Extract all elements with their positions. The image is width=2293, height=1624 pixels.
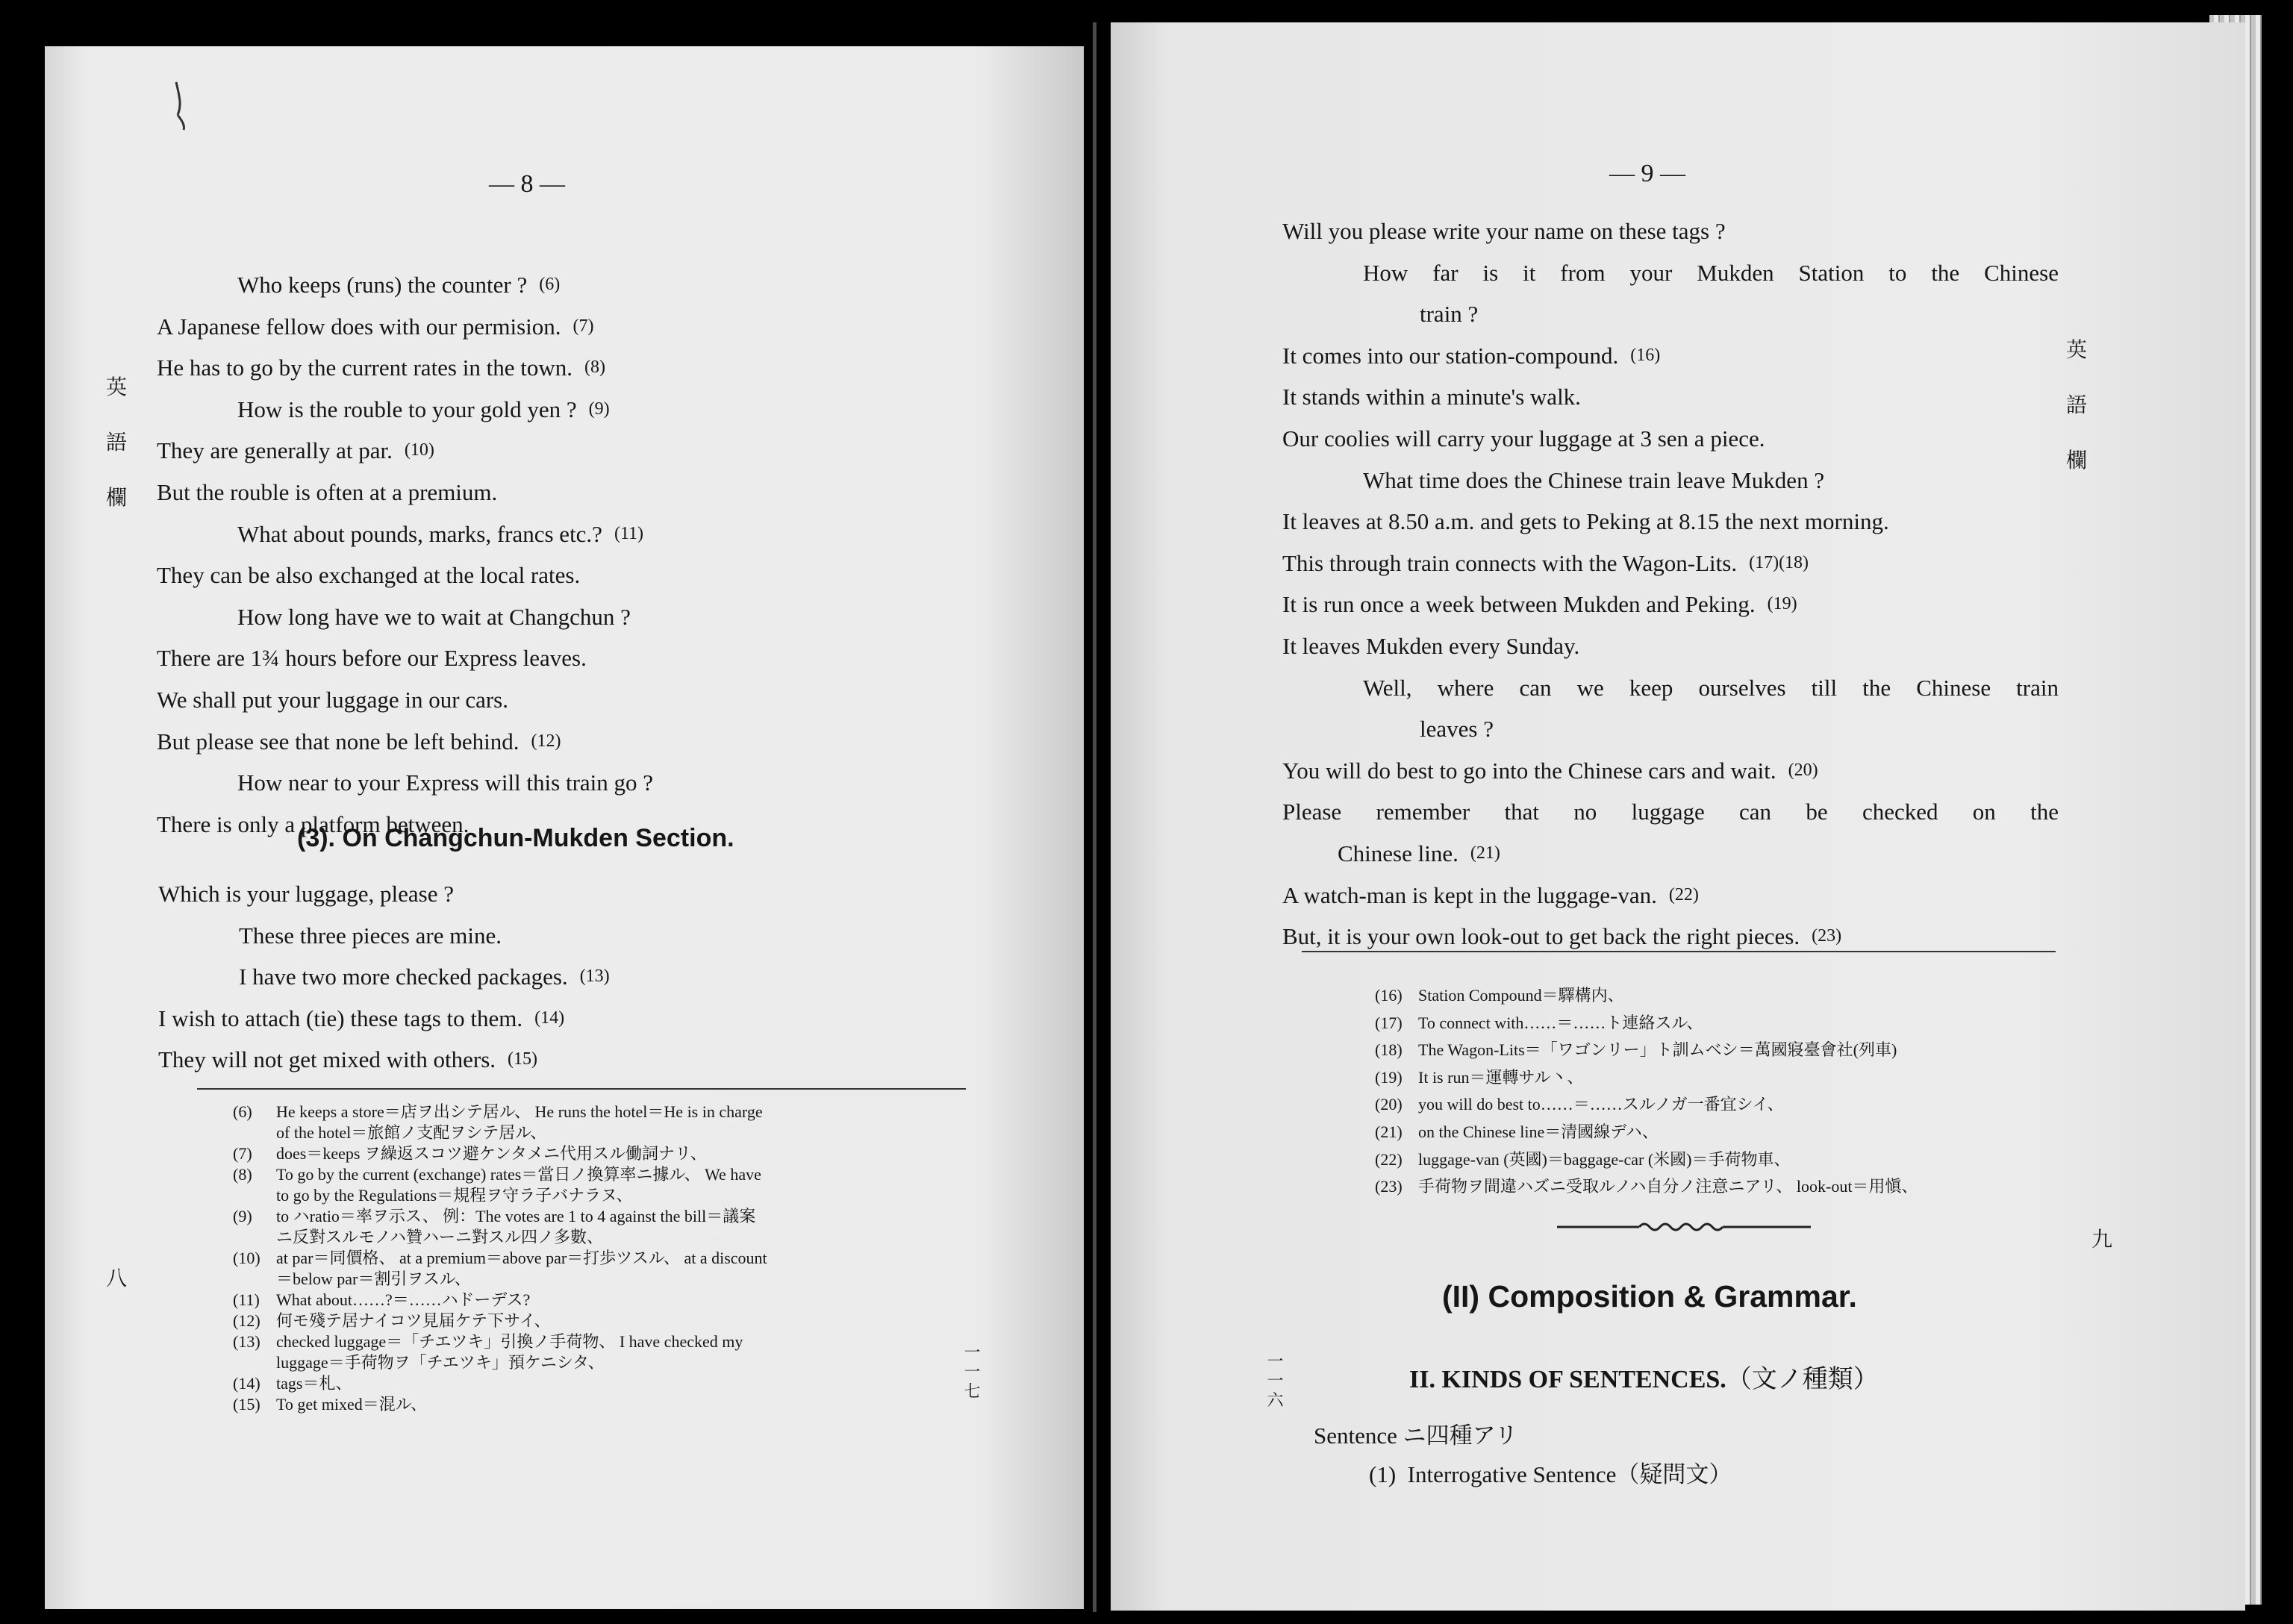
dialogue-line: How is the rouble to your gold yen ? (9): [237, 396, 610, 422]
dialogue-line: Please remember that no luggage can be checked on the: [1282, 799, 2059, 825]
dialogue-line: But please see that none be left behind. (12): [157, 728, 561, 755]
dialogue-line: There is only a platform between.: [157, 811, 469, 837]
footnote: (18) The Wagon-Lits＝「ワゴンリー」ト訓ムベシ＝萬國寢臺會社(列車): [1375, 1040, 1897, 1060]
footnote-continuation: ニ反對スルモノハ贊ハーニ對スル四ノ多數、: [276, 1228, 604, 1246]
footnote-divider: [1302, 951, 2056, 952]
side-label-char: 英: [2065, 337, 2087, 362]
dialogue-line: I wish to attach (tie) these tags to them. (14): [158, 1005, 565, 1031]
dialogue-block: [157, 264, 903, 845]
side-label-char: 欄: [2065, 448, 2087, 472]
section-title: (3). On Changchun-Mukden Section.: [297, 824, 734, 852]
dialogue-line: How far is it from your Mukden Station to the Chinese: [1363, 259, 2059, 286]
footnote: (21) on the Chinese line＝清國線デハ、: [1375, 1122, 1659, 1141]
footnote-continuation: of the hotel＝旅館ノ支配ヲシテ居ル、: [276, 1123, 547, 1142]
grammar-list-item: (1) Interrogative Sentence（疑問文）: [1369, 1461, 1732, 1487]
footnote: (22) luggage-van (英國)＝baggage-car (米國)＝手荷物車、: [1375, 1149, 1791, 1169]
margin-page-number: 一一七: [962, 1343, 981, 1402]
dialogue-line: We shall put your luggage in our cars.: [157, 686, 508, 713]
dialogue-line: You will do best to go into the Chinese cars and wait. (20): [1282, 757, 1818, 784]
grammar-line: Sentence ニ四種アリ: [1314, 1422, 1518, 1449]
footnote-divider: [197, 1088, 966, 1090]
dialogue-line: Which is your luggage, please ?: [158, 881, 454, 907]
footnote: (20) you will do best to……＝……スルノガ一番宜シイ、: [1375, 1095, 1784, 1114]
dialogue-line: It stands within a minute's walk.: [1282, 384, 1581, 410]
side-label: [102, 360, 131, 525]
footnote: (7) does＝keeps ヲ繰返スコツ避ケンタメニ代用スル働詞ナリ、: [233, 1144, 707, 1163]
dialogue-line: It is run once a week between Mukden and Peking. (19): [1282, 591, 1797, 618]
footnote: (16) Station Compound＝驛構内、: [1375, 986, 1624, 1005]
footnote: (13) checked luggage＝「チエツキ」引換ノ手荷物、 I have checked my: [233, 1332, 743, 1351]
side-label-char: 語: [105, 430, 127, 455]
footnote: (23) 手荷物ヲ間違ハズニ受取ルノハ自分ノ注意ニアリ、 look-out＝用愼、: [1375, 1177, 1918, 1196]
wavy-divider: [1557, 1219, 1811, 1234]
page-number: — 9 —: [1609, 160, 1685, 187]
dialogue-line: How near to your Express will this train go ?: [237, 769, 654, 796]
dialogue-line: Who keeps (runs) the counter ? (6): [237, 272, 561, 298]
footnote: (8) To go by the current (exchange) rates＝當日ノ換算率ニ據ル、 We have: [233, 1165, 761, 1184]
footnote: (17) To connect with……＝……ト連絡スル、: [1375, 1013, 1703, 1032]
side-label: [2062, 322, 2091, 488]
side-label-char: 語: [2065, 393, 2087, 417]
footnote-continuation: to go by the Regulations＝規程ヲ守ラ子バナラヌ、: [276, 1186, 633, 1205]
dialogue-line: They are generally at par. (10): [157, 437, 434, 464]
section-title: II. KINDS OF SENTENCES.（文ノ種類）: [1409, 1366, 1879, 1393]
dialogue-line: A Japanese fellow does with our permision. (7): [157, 313, 594, 340]
dialogue-line: Well, where can we keep ourselves till the Chinese train: [1363, 674, 2059, 701]
dialogue-line: How long have we to wait at Changchun ?: [237, 603, 631, 630]
dialogue-line: But, it is your own look-out to get back the right pieces. (23): [1282, 923, 1842, 950]
dialogue-line: What about pounds, marks, francs etc.? (11): [237, 520, 644, 547]
dialogue-line: It comes into our station-compound. (16): [1282, 342, 1661, 369]
dialogue-line: This through train connects with the Wagon-Lits. (17)(18): [1282, 549, 1809, 576]
side-label-char: 英: [105, 375, 127, 399]
footnote: (11) What about……?＝……ハドーデス?: [233, 1290, 531, 1309]
chapter-title: (II) Composition & Grammar.: [1442, 1279, 1857, 1314]
margin-page-number: 一一六: [1265, 1352, 1284, 1411]
dialogue-line: But the rouble is often at a premium.: [157, 478, 498, 505]
footnote-continuation: ＝below par＝割引ヲスル、: [276, 1269, 471, 1288]
dialogue-line: It leaves Mukden every Sunday.: [1282, 632, 1580, 659]
dialogue-block: [1282, 210, 2059, 958]
right-page: [1111, 22, 2245, 1611]
footnote-continuation: luggage＝手荷物ヲ「チエツキ」預ケニシタ、: [276, 1353, 605, 1372]
dialogue-line: train ?: [1420, 301, 1479, 328]
dialogue-line: It leaves at 8.50 a.m. and gets to Peking at 8.15 the next morning.: [1282, 508, 1889, 535]
dialogue-line: These three pieces are mine.: [239, 922, 502, 949]
dialogue-block: [158, 873, 905, 1081]
page-smudge-mark: [172, 79, 194, 131]
footnotes: [233, 1102, 979, 1415]
dialogue-line: Chinese line. (21): [1338, 840, 1500, 866]
dialogue-line: They can be also exchanged at the local rates.: [157, 562, 581, 589]
dialogue-line: leaves ?: [1420, 716, 1494, 743]
footnote: (15) To get mixed＝混ル、: [233, 1395, 428, 1414]
side-page-marker: 九: [2091, 1227, 2112, 1252]
book-binding-thread: [1084, 22, 1111, 1612]
dialogue-line: A watch-man is kept in the luggage-van. (22): [1282, 881, 1699, 908]
dialogue-line: Our coolies will carry your luggage at 3 sen a piece.: [1282, 425, 1765, 452]
dialogue-line: There are 1¾ hours before our Express leaves.: [157, 645, 587, 672]
dialogue-line: What time does the Chinese train leave Mukden ?: [1363, 466, 1825, 493]
dialogue-line: He has to go by the current rates in the town. (8): [157, 355, 605, 381]
dialogue-line: I have two more checked packages. (13): [239, 964, 610, 990]
side-label-char: 欄: [105, 485, 127, 510]
footnote: (19) It is run＝運轉サル丶、: [1375, 1067, 1584, 1087]
side-page-marker: 八: [105, 1266, 127, 1290]
footnote: (14) tags＝札、: [233, 1374, 352, 1393]
footnotes: [1375, 982, 2047, 1201]
footnote: (10) at par＝同價格、 at a premium＝above par＝打歩ツスル、 at a discount: [233, 1249, 767, 1267]
footnote: (9) to ハratio＝率ヲ示ス、 例：The votes are 1 to 4 against the bill＝議案: [233, 1207, 756, 1225]
dialogue-line: Will you please write your name on these tags ?: [1282, 218, 1726, 244]
dialogue-line: They will not get mixed with others. (15): [158, 1046, 537, 1073]
page-number: — 8 —: [489, 170, 565, 198]
footnote: (6) He keeps a store＝店ヲ出シテ居ル、 He runs the hotel＝He is in charge: [233, 1102, 763, 1121]
left-page: [45, 46, 1084, 1609]
footnote: (12) 何モ殘テ居ナイコツ見届ケテ下サイ、: [233, 1311, 551, 1330]
